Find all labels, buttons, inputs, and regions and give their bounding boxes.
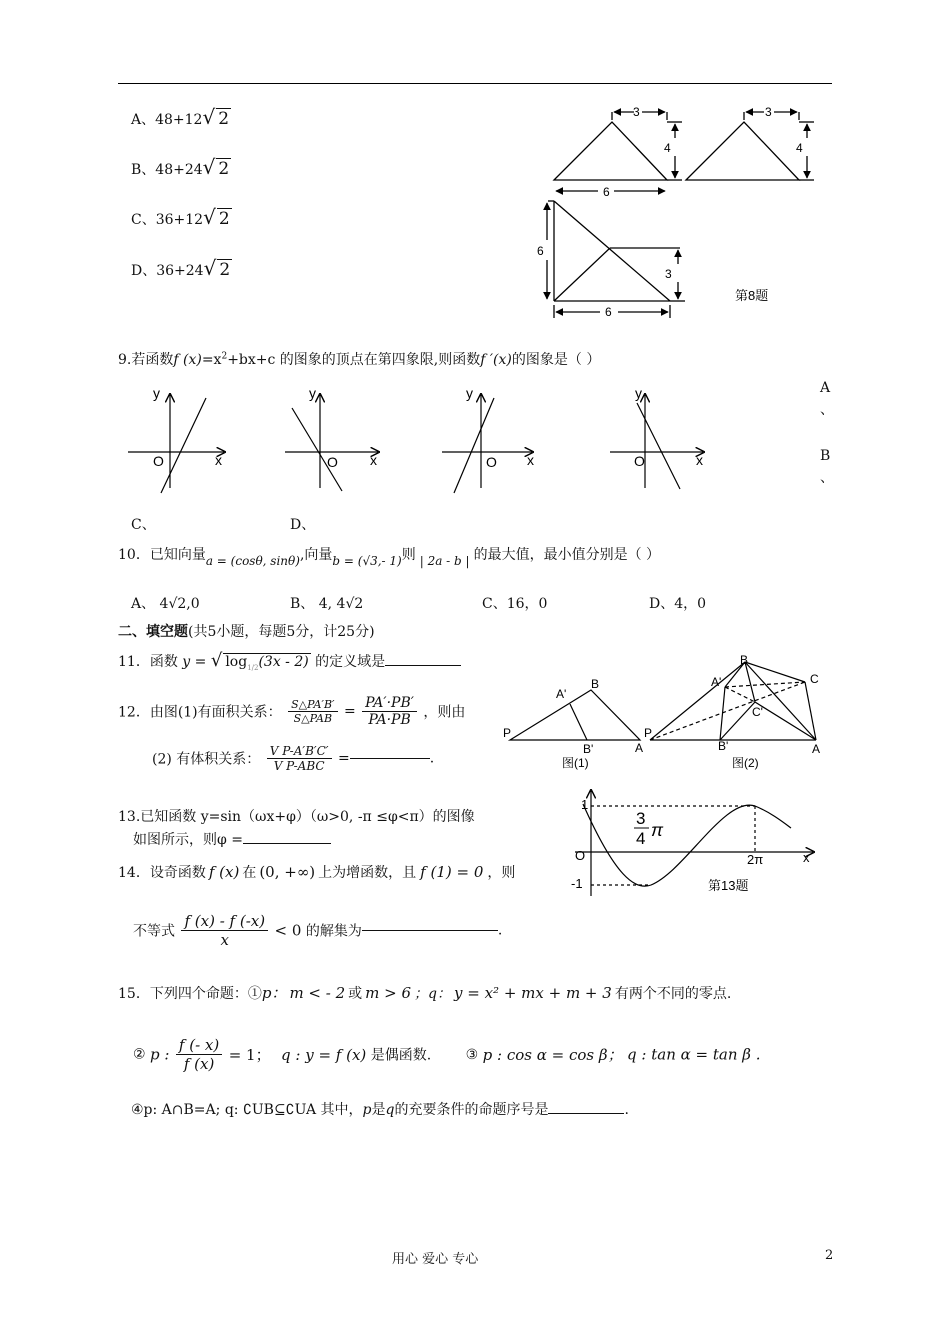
fig1-point-b: B	[591, 677, 600, 691]
q13-y-one: 1	[581, 797, 589, 812]
q13-line1: 13.已知函数 y=sin（ωx+φ）（ω>0, -π ≤φ<π）的图像	[118, 809, 475, 825]
q13-caption: 第13题	[708, 878, 749, 893]
q15-line2: ② p : $\frac{f (- x)}{f (x)}$ = 1； q : y = f (x) 是偶函数. ③ p : cos α = cos β； q : tan α = tan β .	[133, 1036, 761, 1073]
q13-x-label: x	[803, 850, 810, 865]
dim-top-a: 3	[633, 105, 640, 119]
q9-label-c: C、	[131, 517, 156, 533]
q13-two-pi: 2π	[747, 852, 764, 867]
graph-c-y-label: y	[466, 385, 473, 401]
dim-height-a: 4	[664, 141, 671, 155]
graph-b-x-label: x	[370, 452, 377, 468]
graph-c-origin: O	[486, 454, 497, 470]
dim-base-c: 6	[605, 305, 612, 319]
side-view-triangle	[686, 122, 799, 180]
dim-base-a: 6	[603, 185, 610, 199]
q8-caption: 第8题	[735, 288, 769, 303]
dim-top-b: 3	[765, 105, 772, 119]
q10-option-a: A、 4√2,0	[131, 596, 200, 612]
fig2-point-b: B	[740, 653, 749, 667]
graph-d-origin: O	[634, 453, 645, 469]
q8-option-c: C、36+12√ 2	[131, 205, 230, 229]
q13-frac-den: 4	[636, 829, 646, 848]
q10-option-d: D、4，0	[649, 596, 707, 612]
graph-c-x-label: x	[527, 452, 534, 468]
graph-d-y-label: y	[635, 385, 642, 401]
q12-line2: (2) 有体积关系： $\frac{\text{V P-A′B′C′}}{\text{V P-ABC}}$ = .	[152, 744, 435, 773]
q13-frac-num: 3	[636, 809, 646, 828]
fig2-point-a1: A'	[711, 675, 722, 689]
q15-line1: 15．下列四个命题：①p： m < - 2 或 m > 6 ；q： y = x² + mx + m + 3 有两个不同的零点.	[118, 984, 732, 1002]
fig2-point-b1: B'	[718, 739, 729, 753]
q8-option-a: A、48+12√ 2	[131, 105, 230, 129]
front-view-triangle	[554, 122, 667, 180]
graph-b-y-label: y	[309, 385, 316, 401]
graph-a-origin: O	[153, 453, 164, 469]
q12-figures	[500, 652, 830, 777]
graph-b-origin: O	[327, 454, 338, 470]
q11: 11．函数 y = √ $\log_{1/2}(3x - 2)$ 的定义域是	[118, 650, 461, 672]
q10-stem: 10．已知向量a = (cosθ, sinθ),向量b = (√3,- 1)则 | 2a - b | 的最大值，最小值分别是（ ）	[118, 547, 661, 568]
graph-d-x-label: x	[696, 452, 703, 468]
q9-right-labels: A 、 B 、	[820, 380, 834, 486]
q14-line1: 14．设奇函数 f (x) 在 (0, +∞) 上为增函数，且 f (1) = 0 ，则	[118, 863, 516, 881]
dim-mid-c: 3	[665, 267, 672, 281]
fig1-point-p: P	[503, 726, 512, 740]
q9-label-d: D、	[290, 517, 316, 533]
q9-stem: 9.若函数f $(x)=x^2+bx+c$ 的图象的顶点在第四象限,则函数f ′(x)的图象是（ ）	[118, 351, 601, 368]
q14-line2: 不等式 $\frac{f (x) - f (-x)}{x}$ < 0 的解集为 .	[133, 912, 503, 949]
q12-line1: 12．由图(1)有面积关系： $\frac{S\triangle PA'B'}{\text{S△PAB}}$ = $\frac{PA'\cdot PB'}{PA\cdot PB}$ ，则由	[118, 695, 466, 728]
dim-side-c: 6	[537, 244, 544, 258]
fig2-caption: 图(2)	[732, 756, 759, 770]
dim-height-b: 4	[796, 141, 803, 155]
footer-motto: 用心 爱心 专心	[392, 1252, 479, 1267]
q13-y-neg: -1	[571, 876, 583, 891]
q13-pi: π	[651, 820, 664, 840]
q13-sine-graph	[565, 786, 830, 896]
fig2-point-c: C	[810, 672, 819, 686]
graph-a-y-label: y	[153, 385, 160, 401]
fig1-point-a1: A'	[556, 687, 567, 701]
q15-line3: ④p: A∩B=A; q: ∁UB⊆∁UA 其中，p是q的充要条件的命题序号是 .	[131, 1102, 629, 1118]
page-number: 2	[825, 1248, 834, 1263]
fig2-point-c1: C'	[752, 705, 763, 719]
header-rule	[118, 83, 832, 84]
fig1-point-b1: B'	[583, 742, 594, 756]
section-2-heading: 二、填空题(共5小题，每题5分，计25分)	[118, 624, 375, 640]
q8-option-d: D、36+24√ 2	[131, 256, 231, 280]
q10-option-b: B、 4, 4√2	[290, 596, 364, 612]
fig1-point-a: A	[635, 741, 644, 755]
fig2-point-p: P	[644, 726, 653, 740]
fig2-point-a: A	[812, 742, 821, 756]
q8-option-b: B、48+24√ 2	[131, 155, 230, 179]
q9-option-graphs	[120, 383, 720, 498]
q13-line2: 如图所示，则φ =	[133, 829, 331, 849]
graph-a-x-label: x	[215, 452, 222, 468]
q8-three-view-figure	[530, 100, 830, 330]
q10-option-c: C、16，0	[482, 596, 548, 612]
fig1-caption: 图(1)	[562, 756, 589, 770]
q13-origin: O	[575, 848, 586, 863]
